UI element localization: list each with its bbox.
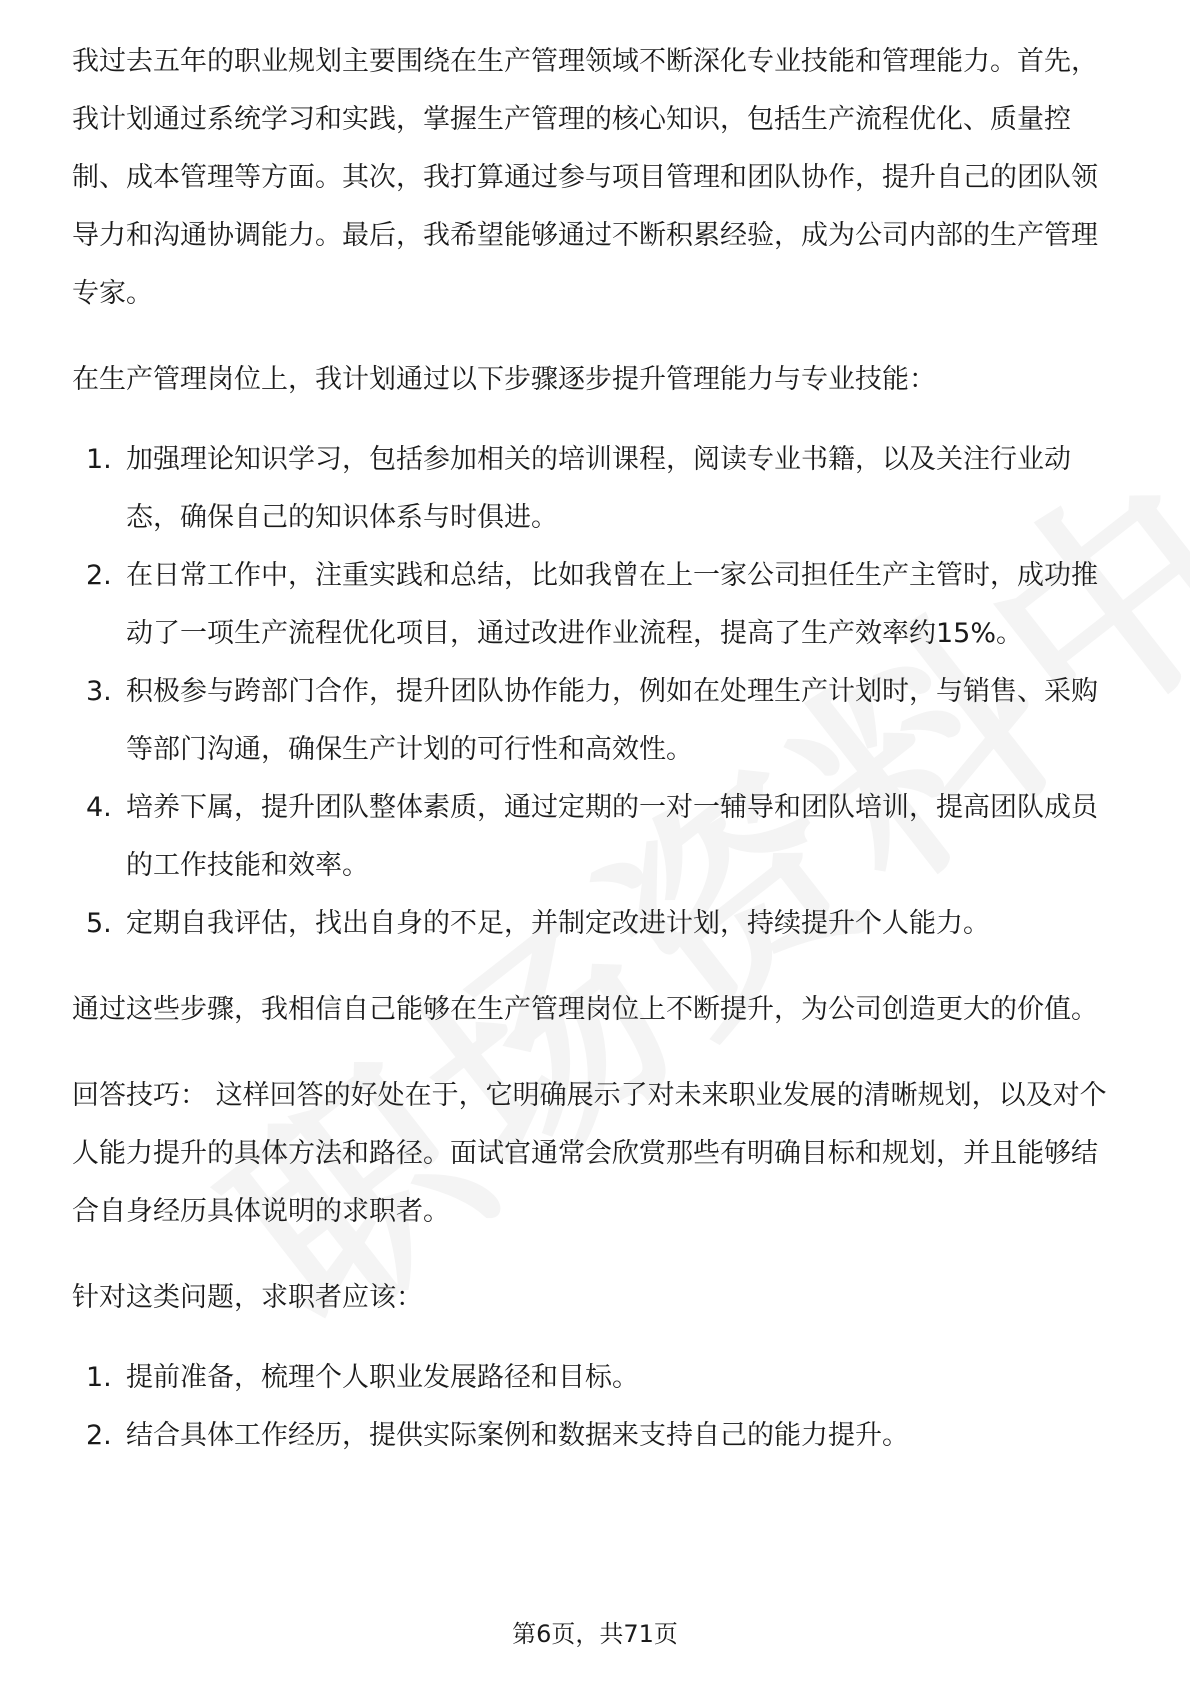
list-item-number: 1.: [86, 444, 112, 475]
list-item-number: 1.: [86, 1362, 112, 1393]
paragraph-conclusion: 通过这些步骤，我相信自己能够在生产管理岗位上不断提升，为公司创造更大的价值。: [72, 994, 1098, 1025]
list-item-number: 5.: [86, 908, 112, 939]
list-item: [72, 779, 1122, 895]
list-item-number: 2.: [86, 560, 112, 591]
list-item: [72, 1349, 1122, 1407]
paragraph-steps-intro: 在生产管理岗位上，我计划通过以下步骤逐步提升管理能力与专业技能：: [72, 364, 936, 395]
list-item-number: 4.: [86, 792, 112, 823]
list-item-text: 提前准备，梳理个人职业发展路径和目标。: [126, 1362, 639, 1393]
page-number: 第6页，共71页: [512, 1620, 678, 1648]
list-item-number: 2.: [86, 1420, 112, 1451]
page-footer: [0, 1618, 1190, 1650]
paragraph-answer-tips: 回答技巧： 这样回答的好处在于，它明确展示了对未来职业发展的清晰规划，以及对个人能力提升的具体方法和路径。面试官通常会欣赏那些有明确目标和规划，并且能够结合自身经历具体说明的求职者。: [72, 1080, 1107, 1227]
list-item-text: 结合具体工作经历，提供实际案例和数据来支持自己的能力提升。: [126, 1420, 909, 1451]
list-item-text: 积极参与跨部门合作，提升团队协作能力，例如在处理生产计划时，与销售、采购等部门沟通，确保生产计划的可行性和高效性。: [126, 676, 1098, 765]
list-item-text: 定期自我评估，找出自身的不足，并制定改进计划，持续提升个人能力。: [126, 908, 990, 939]
list-item: [72, 663, 1122, 779]
page-content: [72, 33, 1122, 1465]
list-item: [72, 895, 1122, 953]
list-item: [72, 431, 1122, 547]
list-item: [72, 547, 1122, 663]
steps-list: [72, 431, 1122, 953]
paragraph-career-plan: 我过去五年的职业规划主要围绕在生产管理领域不断深化专业技能和管理能力。首先，我计划通过系统学习和实践，掌握生产管理的核心知识，包括生产流程优化、质量控制、成本管理等方面。其次，我打算通过参与项目管理和团队协作，提升自己的团队领导力和沟通协调能力。最后，我希望能够通过不断积累经验，成为公司内部的生产管理专家。: [72, 46, 1098, 309]
list-item-text: 培养下属，提升团队整体素质，通过定期的一对一辅导和团队培训，提高团队成员的工作技能和效率。: [126, 792, 1098, 881]
list-item-text: 加强理论知识学习，包括参加相关的培训课程，阅读专业书籍，以及关注行业动态，确保自己的知识体系与时俱进。: [126, 444, 1071, 533]
list-item-text: 在日常工作中，注重实践和总结，比如我曾在上一家公司担任生产主管时，成功推动了一项生产流程优化项目，通过改进作业流程，提高了生产效率约15%。: [126, 560, 1098, 649]
list-item: [72, 1407, 1122, 1465]
advice-list: [72, 1349, 1122, 1465]
list-item-number: 3.: [86, 676, 112, 707]
paragraph-advice-intro: 针对这类问题，求职者应该：: [72, 1282, 423, 1313]
